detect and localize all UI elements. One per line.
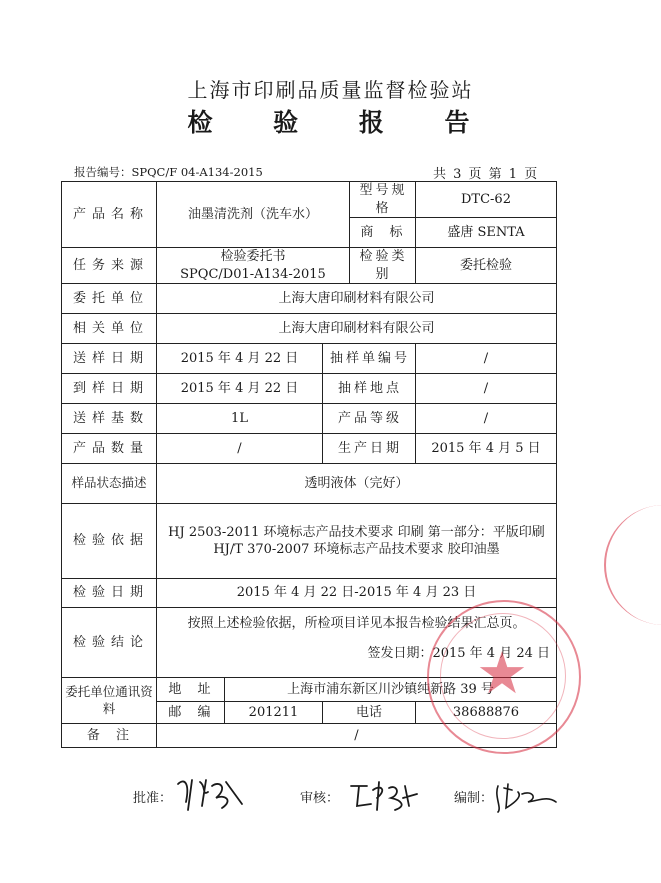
send-date-value: 2015 年 4 月 22 日 [157, 344, 323, 374]
arrive-date-label: 到样日期 [62, 374, 157, 404]
sample-base-value: 1L [157, 404, 323, 434]
address-value: 上海市浦东新区川沙镇纯新路 39 号 [225, 678, 557, 702]
review-signature [347, 776, 425, 820]
basis-line2: HJ/T 370-2007 环境标志产品技术要求 胶印油墨 [213, 542, 500, 558]
conclusion-label: 检验结论 [62, 608, 157, 678]
sample-state-value: 透明液体（完好） [157, 464, 557, 504]
table-row [62, 374, 557, 404]
table-row [62, 314, 557, 344]
postcode-label: 邮 编 [157, 702, 225, 724]
organization-name: 上海市印刷品质量监督检验站 [187, 78, 474, 102]
related-value: 上海大唐印刷材料有限公司 [157, 314, 557, 344]
sample-base-label: 送样基数 [62, 404, 157, 434]
basis-label: 检验依据 [62, 504, 157, 579]
send-date-label: 送样日期 [62, 344, 157, 374]
related-label: 相关单位 [62, 314, 157, 344]
edge-seal [604, 505, 661, 625]
product-name-label: 产品名称 [62, 182, 157, 248]
table-row [62, 464, 557, 504]
report-number: 报告编号：SPQC/F 04-A134-2015 [74, 165, 263, 179]
table-row [62, 678, 557, 702]
task-source-value [157, 248, 350, 284]
client-label: 委托单位 [62, 284, 157, 314]
inspection-date-label: 检验日期 [62, 579, 157, 608]
table-row [62, 404, 557, 434]
task-source-line2: SPQC/D01-A134-2015 [180, 266, 326, 282]
phone-label: 电话 [323, 702, 416, 724]
sampling-place-label: 抽样地点 [323, 374, 416, 404]
seal-star-icon: ★ [476, 639, 528, 707]
table-row [62, 608, 557, 678]
model-label: 型号规格 [350, 182, 416, 218]
production-date-label: 生产日期 [323, 434, 416, 464]
sampling-no-label: 抽样单编号 [323, 344, 416, 374]
brand-value: 盛唐 SENTA [416, 218, 557, 248]
quantity-label: 产品数量 [62, 434, 157, 464]
model-value: DTC-62 [416, 182, 557, 218]
table-row [62, 504, 557, 579]
inspection-type-value: 委托检验 [416, 248, 557, 284]
page-info: 共 3 页 第 1 页 [433, 167, 538, 182]
issue-date: 签发日期：2015 年 4 月 24 日 [367, 645, 550, 661]
production-date-value: 2015 年 4 月 5 日 [416, 434, 557, 464]
product-grade-label: 产品等级 [323, 404, 416, 434]
conclusion-text: 按照上述检验依据，所检项目详见本报告检验结果汇总页。 [187, 616, 526, 632]
remarks-label: 备 注 [62, 724, 157, 748]
approve-label: 批准： [133, 791, 173, 806]
basis-line1: HJ 2503-2011 环境标志产品技术要求 印刷 第一部分：平版印刷 [168, 524, 545, 540]
inspection-type-label: 检验类别 [350, 248, 416, 284]
brand-label: 商 标 [350, 218, 416, 248]
table-row [62, 434, 557, 464]
table-row [62, 724, 557, 748]
prepare-signature [492, 778, 562, 816]
table-row [62, 284, 557, 314]
task-source-label: 任务来源 [62, 248, 157, 284]
task-source-line1: 检验委托书 [220, 249, 286, 265]
review-label: 审核： [300, 791, 340, 806]
arrive-date-value: 2015 年 4 月 22 日 [157, 374, 323, 404]
conclusion-value [157, 608, 557, 678]
prepare-label: 编制： [454, 791, 494, 806]
table-row [62, 579, 557, 608]
report-title: 检 验 报 告 [187, 108, 496, 137]
report-table [61, 181, 557, 748]
inspection-date-value: 2015 年 4 月 22 日-2015 年 4 月 23 日 [157, 579, 557, 608]
product-grade-value: / [416, 404, 557, 434]
client-contact-label: 委托单位通讯资料 [62, 678, 157, 724]
quantity-value: / [157, 434, 323, 464]
sampling-place-value: / [416, 374, 557, 404]
client-value: 上海大唐印刷材料有限公司 [157, 284, 557, 314]
table-row [62, 344, 557, 374]
table-row [62, 248, 557, 284]
basis-value [157, 504, 557, 579]
sampling-no-value: / [416, 344, 557, 374]
address-label: 地 址 [157, 678, 225, 702]
approve-signature [172, 772, 250, 816]
postcode-value: 201211 [225, 702, 323, 724]
remarks-value: / [157, 724, 557, 748]
sample-state-label: 样品状态描述 [62, 464, 157, 504]
phone-value: 38688876 [416, 702, 557, 724]
product-name-value: 油墨清洗剂（洗车水） [157, 182, 350, 248]
table-row [62, 182, 557, 218]
